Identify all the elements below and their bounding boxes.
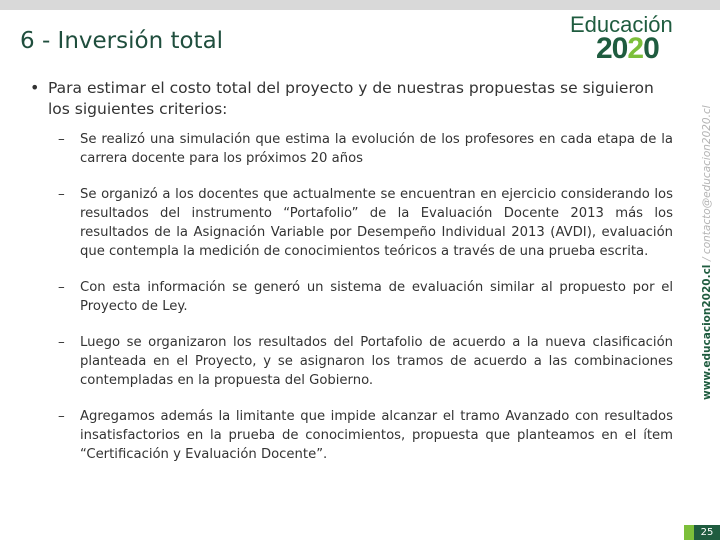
bullet-marker: • bbox=[30, 78, 40, 97]
criteria-item bbox=[58, 333, 673, 390]
logo-word: Educación bbox=[570, 12, 673, 37]
website-url: www.educacion2020.cl bbox=[701, 264, 713, 400]
criteria-item bbox=[58, 130, 673, 168]
criteria-item bbox=[58, 407, 673, 464]
main-bullet bbox=[30, 78, 670, 120]
criteria-item bbox=[58, 185, 673, 261]
dash-marker: – bbox=[58, 279, 65, 295]
corner-accent bbox=[684, 525, 694, 540]
criteria-text: Se organizó a los docentes que actualmente se encuentran en ejercicio considerando los resultados del instrumento “Portafolio” de la Evaluación Docente 2013 más los resultados de la Asignación Variable por Desempeño Individual 2013 (AVDI), evaluación que contempla la medición de conocimientos teóricos a través de una prueba escrita. bbox=[80, 187, 673, 259]
main-bullet-text: Para estimar el costo total del proyecto y de nuestras propuestas se siguieron los siguientes criterios: bbox=[48, 79, 654, 118]
dash-marker: – bbox=[58, 186, 65, 202]
contact-email: / contacto@educacion2020.cl bbox=[701, 105, 713, 261]
criteria-text: Se realizó una simulación que estima la evolución de los profesores en cada etapa de la carrera docente para los próximos 20 años bbox=[80, 132, 673, 166]
dash-marker: – bbox=[58, 334, 65, 350]
side-url bbox=[694, 105, 713, 400]
slide-title: 6 - Inversión total bbox=[20, 28, 224, 54]
criteria-text: Agregamos además la limitante que impide alcanzar el tramo Avanzado con resultados insatisfactorios en la prueba de conocimientos, propuesta que planteamos en el ítem “Certificación y Evaluación Docente”. bbox=[80, 409, 673, 462]
criteria-text: Con esta información se generó un sistema de evaluación similar al propuesto por el Proyecto de Ley. bbox=[80, 280, 673, 314]
logo-year: 2020 bbox=[596, 32, 659, 65]
educacion-2020-logo bbox=[566, 10, 680, 66]
top-bar bbox=[0, 0, 720, 10]
dash-marker: – bbox=[58, 131, 65, 147]
criteria-text: Luego se organizaron los resultados del Portafolio de acuerdo a la nueva clasificación planteada en el Proyecto, y se asignaron los tramos de acuerdo a las combinaciones contempladas en la propuesta del Gobierno. bbox=[80, 335, 673, 388]
dash-marker: – bbox=[58, 408, 65, 424]
criteria-item bbox=[58, 278, 673, 316]
criteria-list bbox=[58, 130, 673, 481]
page-number: 25 bbox=[694, 525, 720, 540]
